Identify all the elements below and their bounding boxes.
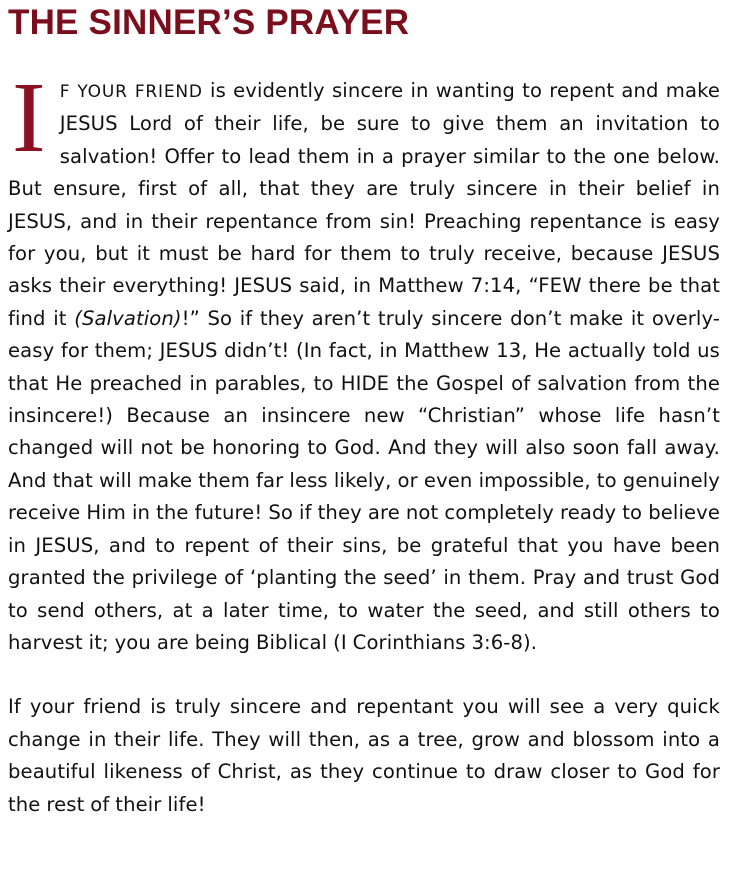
italic-emphasis: (Salvation) xyxy=(74,306,182,330)
page-title: THE SINNER’S PRAYER xyxy=(8,3,410,42)
lead-in-small-caps: F YOUR FRIEND xyxy=(59,82,203,102)
paragraph-text-continued: !” So if they aren’t truly sincere don’t make it overly-easy for them; JESUS didn’t! (In fact, in Matthew 13, He actually told us that He preached in parables, to HIDE the Gospel of salvation from the insincere!) Because an insincere new “Christian” whose life hasn’t changed will not be honoring to God. And they will also soon fall away. And that will make them far less likely, or even impossible, to genuinely receive Him in the future! So if they are not completely ready to believe in JESUS, and to repent of their sins, be grateful that you have been granted the privilege of ‘planting the seed’ in them. Pray and trust God to send others, at a later time, to water the seed, and still others to harvest it; you are being Biblical (I Corinthians 3:6-8). xyxy=(8,306,721,654)
intro-paragraph xyxy=(8,61,721,659)
closing-paragraph: If your friend is truly sincere and repentant you will see a very quick change in their life. They will then, as a tree, grow and blossom into a beautiful likeness of Christ, as they continue to draw closer to God for the rest of their life! xyxy=(8,695,720,816)
paragraph-text: is evidently sincere in wanting to repent and make JESUS Lord of their life, be sure to give them an invitation to salvation! Offer to lead them in a prayer similar to the one below. But ensure, first of all, that they are truly sincere in their belief in JESUS, and in their repentance from sin! Preaching repentance is easy for you, but it must be hard for them to truly receive, because JESUS asks their everything! JESUS said, in Matthew 7:14, “FEW there be that find it xyxy=(8,79,720,330)
drop-cap-letter: I xyxy=(12,61,46,173)
document-page xyxy=(8,0,720,821)
